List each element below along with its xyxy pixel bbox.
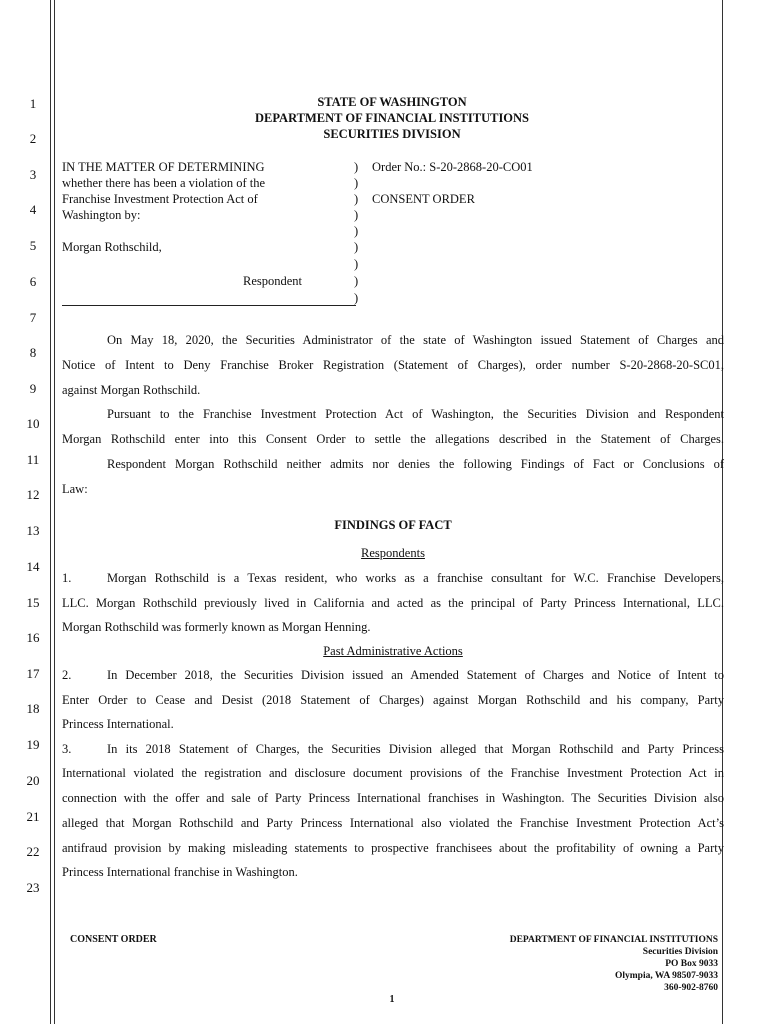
header-division: SECURITIES DIVISION (323, 127, 461, 141)
footer-address-block (510, 934, 718, 994)
footer-po-box: PO Box 9033 (665, 959, 718, 969)
line-number: 20 (26, 773, 40, 788)
caption-left-line: Franchise Investment Protection Act of (62, 192, 258, 206)
footer-department: DEPARTMENT OF FINANCIAL INSTITUTIONS (509, 935, 718, 945)
caption-paren: ) (354, 291, 359, 305)
line-number: 15 (26, 595, 40, 610)
caption-paren: ) (354, 257, 359, 271)
line-number: 14 (26, 559, 40, 574)
finding-text: In its 2018 Statement of Charges, the Securities Division alleged that Morgan Rothschild and Party Princess (107, 742, 724, 756)
respondents-heading (62, 545, 724, 561)
order-number: Order No.: S-20-2868-20-CO01 (372, 160, 533, 174)
line-number: 22 (26, 844, 40, 859)
line-number: 10 (26, 416, 40, 431)
paragraph-line: Enter Order to Cease and Desist (2018 Statement of Charges) against Morgan Rothschild and his company, Party (62, 693, 724, 707)
finding-3-line (62, 741, 724, 757)
paragraph-line: Notice of Intent to Deny Franchise Broker Registration (Statement of Charges), order number S-20-2868-20-SC01, (62, 358, 724, 372)
paragraph-line: Morgan Rothschild enter into this Consent Order to settle the allegations described in the Statement of Charges. (62, 432, 724, 446)
line-number: 23 (26, 880, 40, 895)
finding-2-line (62, 667, 724, 683)
order-title: CONSENT ORDER (372, 192, 475, 206)
left-margin-rule-outer (50, 0, 51, 1024)
document-header (62, 94, 722, 142)
paragraph-line: alleged that Morgan Rothschild and Party Princess International also violated the Franchise Investment Protection Act’s (62, 816, 724, 830)
line-number: 13 (26, 523, 40, 538)
page-number: 1 (389, 994, 395, 1005)
past-actions-heading (62, 643, 724, 659)
caption-paren: ) (354, 176, 359, 190)
caption-paren: ) (354, 192, 359, 206)
respondents-heading-text: Respondents (361, 546, 425, 560)
paragraph-line: antifraud provision by making misleading statements to prospective franchisees about the profitability of owning a Party (62, 841, 724, 855)
line-number: 21 (26, 809, 40, 824)
line-number: 11 (26, 452, 40, 467)
line-number: 7 (29, 310, 37, 325)
paragraph-line: Law: (62, 482, 88, 496)
caption-underline (62, 305, 356, 306)
caption-paren: ) (354, 274, 359, 288)
footer-city: Olympia, WA 98507-9033 (614, 971, 718, 981)
paragraph-line: Princess International. (62, 717, 174, 731)
line-number: 3 (29, 167, 37, 182)
finding-text: Morgan Rothschild is a Texas resident, who works as a franchise consultant for W.C. Franchise Developers, (107, 571, 724, 585)
past-actions-heading-text: Past Administrative Actions (323, 644, 463, 658)
line-number: 6 (29, 274, 37, 289)
paragraph-line: On May 18, 2020, the Securities Administrator of the state of Washington issued Statement of Charges and (107, 333, 724, 347)
line-number: 19 (26, 737, 40, 752)
finding-1-line (62, 570, 724, 586)
caption-paren: ) (354, 208, 359, 222)
caption-left-line: whether there has been a violation of the (62, 176, 266, 190)
paragraph-line: International violated the registration and disclosure document provisions of the Franchise Investment Protection Act in (62, 766, 724, 780)
caption-left-line: IN THE MATTER OF DETERMINING (62, 160, 265, 174)
left-margin-rule-inner (54, 0, 55, 1024)
line-number: 9 (29, 381, 37, 396)
line-number: 12 (26, 487, 40, 502)
paragraph-line: Respondent Morgan Rothschild neither admits nor denies the following Findings of Fact or Conclusions of (107, 457, 724, 471)
line-number: 8 (29, 345, 37, 360)
caption-paren: ) (354, 160, 359, 174)
line-number: 2 (29, 131, 37, 146)
paragraph-line: Morgan Rothschild was formerly known as Morgan Henning. (62, 620, 371, 634)
finding-number: 2. (62, 668, 72, 682)
paragraph-line: Pursuant to the Franchise Investment Protection Act of Washington, the Securities Division and Respondent (107, 407, 724, 421)
line-number: 4 (29, 202, 37, 217)
line-number: 18 (26, 701, 40, 716)
footer-phone: 360-902-8760 (664, 983, 718, 993)
line-number: 17 (26, 666, 40, 681)
caption-paren: ) (354, 224, 359, 238)
header-state: STATE OF WASHINGTON (317, 95, 467, 109)
caption-left-line: Washington by: (62, 208, 141, 222)
caption-respondent-label: Respondent (243, 274, 303, 288)
paragraph-line: against Morgan Rothschild. (62, 383, 201, 397)
finding-text: In December 2018, the Securities Division issued an Amended Statement of Charges and Notice of Intent to (107, 668, 724, 682)
footer-document-title: CONSENT ORDER (70, 934, 157, 945)
header-department: DEPARTMENT OF FINANCIAL INSTITUTIONS (254, 111, 530, 125)
finding-number: 3. (62, 742, 72, 756)
paragraph-line: Princess International franchise in Washington. (62, 865, 298, 879)
footer-division: Securities Division (642, 947, 718, 957)
caption-paren: ) (354, 240, 359, 254)
paragraph-line: connection with the offer and sale of Party Princess International franchises in Washington. The Securities Division also (62, 791, 724, 805)
line-number: 5 (29, 238, 37, 253)
line-number: 16 (26, 630, 40, 645)
line-number: 1 (29, 96, 37, 111)
finding-number: 1. (62, 571, 72, 585)
caption-respondent-name: Morgan Rothschild, (62, 240, 162, 254)
paragraph-line: LLC. Morgan Rothschild previously lived in California and acted as the principal of Party Princess International, LLC. (62, 596, 724, 610)
findings-heading: FINDINGS OF FACT (334, 518, 452, 532)
